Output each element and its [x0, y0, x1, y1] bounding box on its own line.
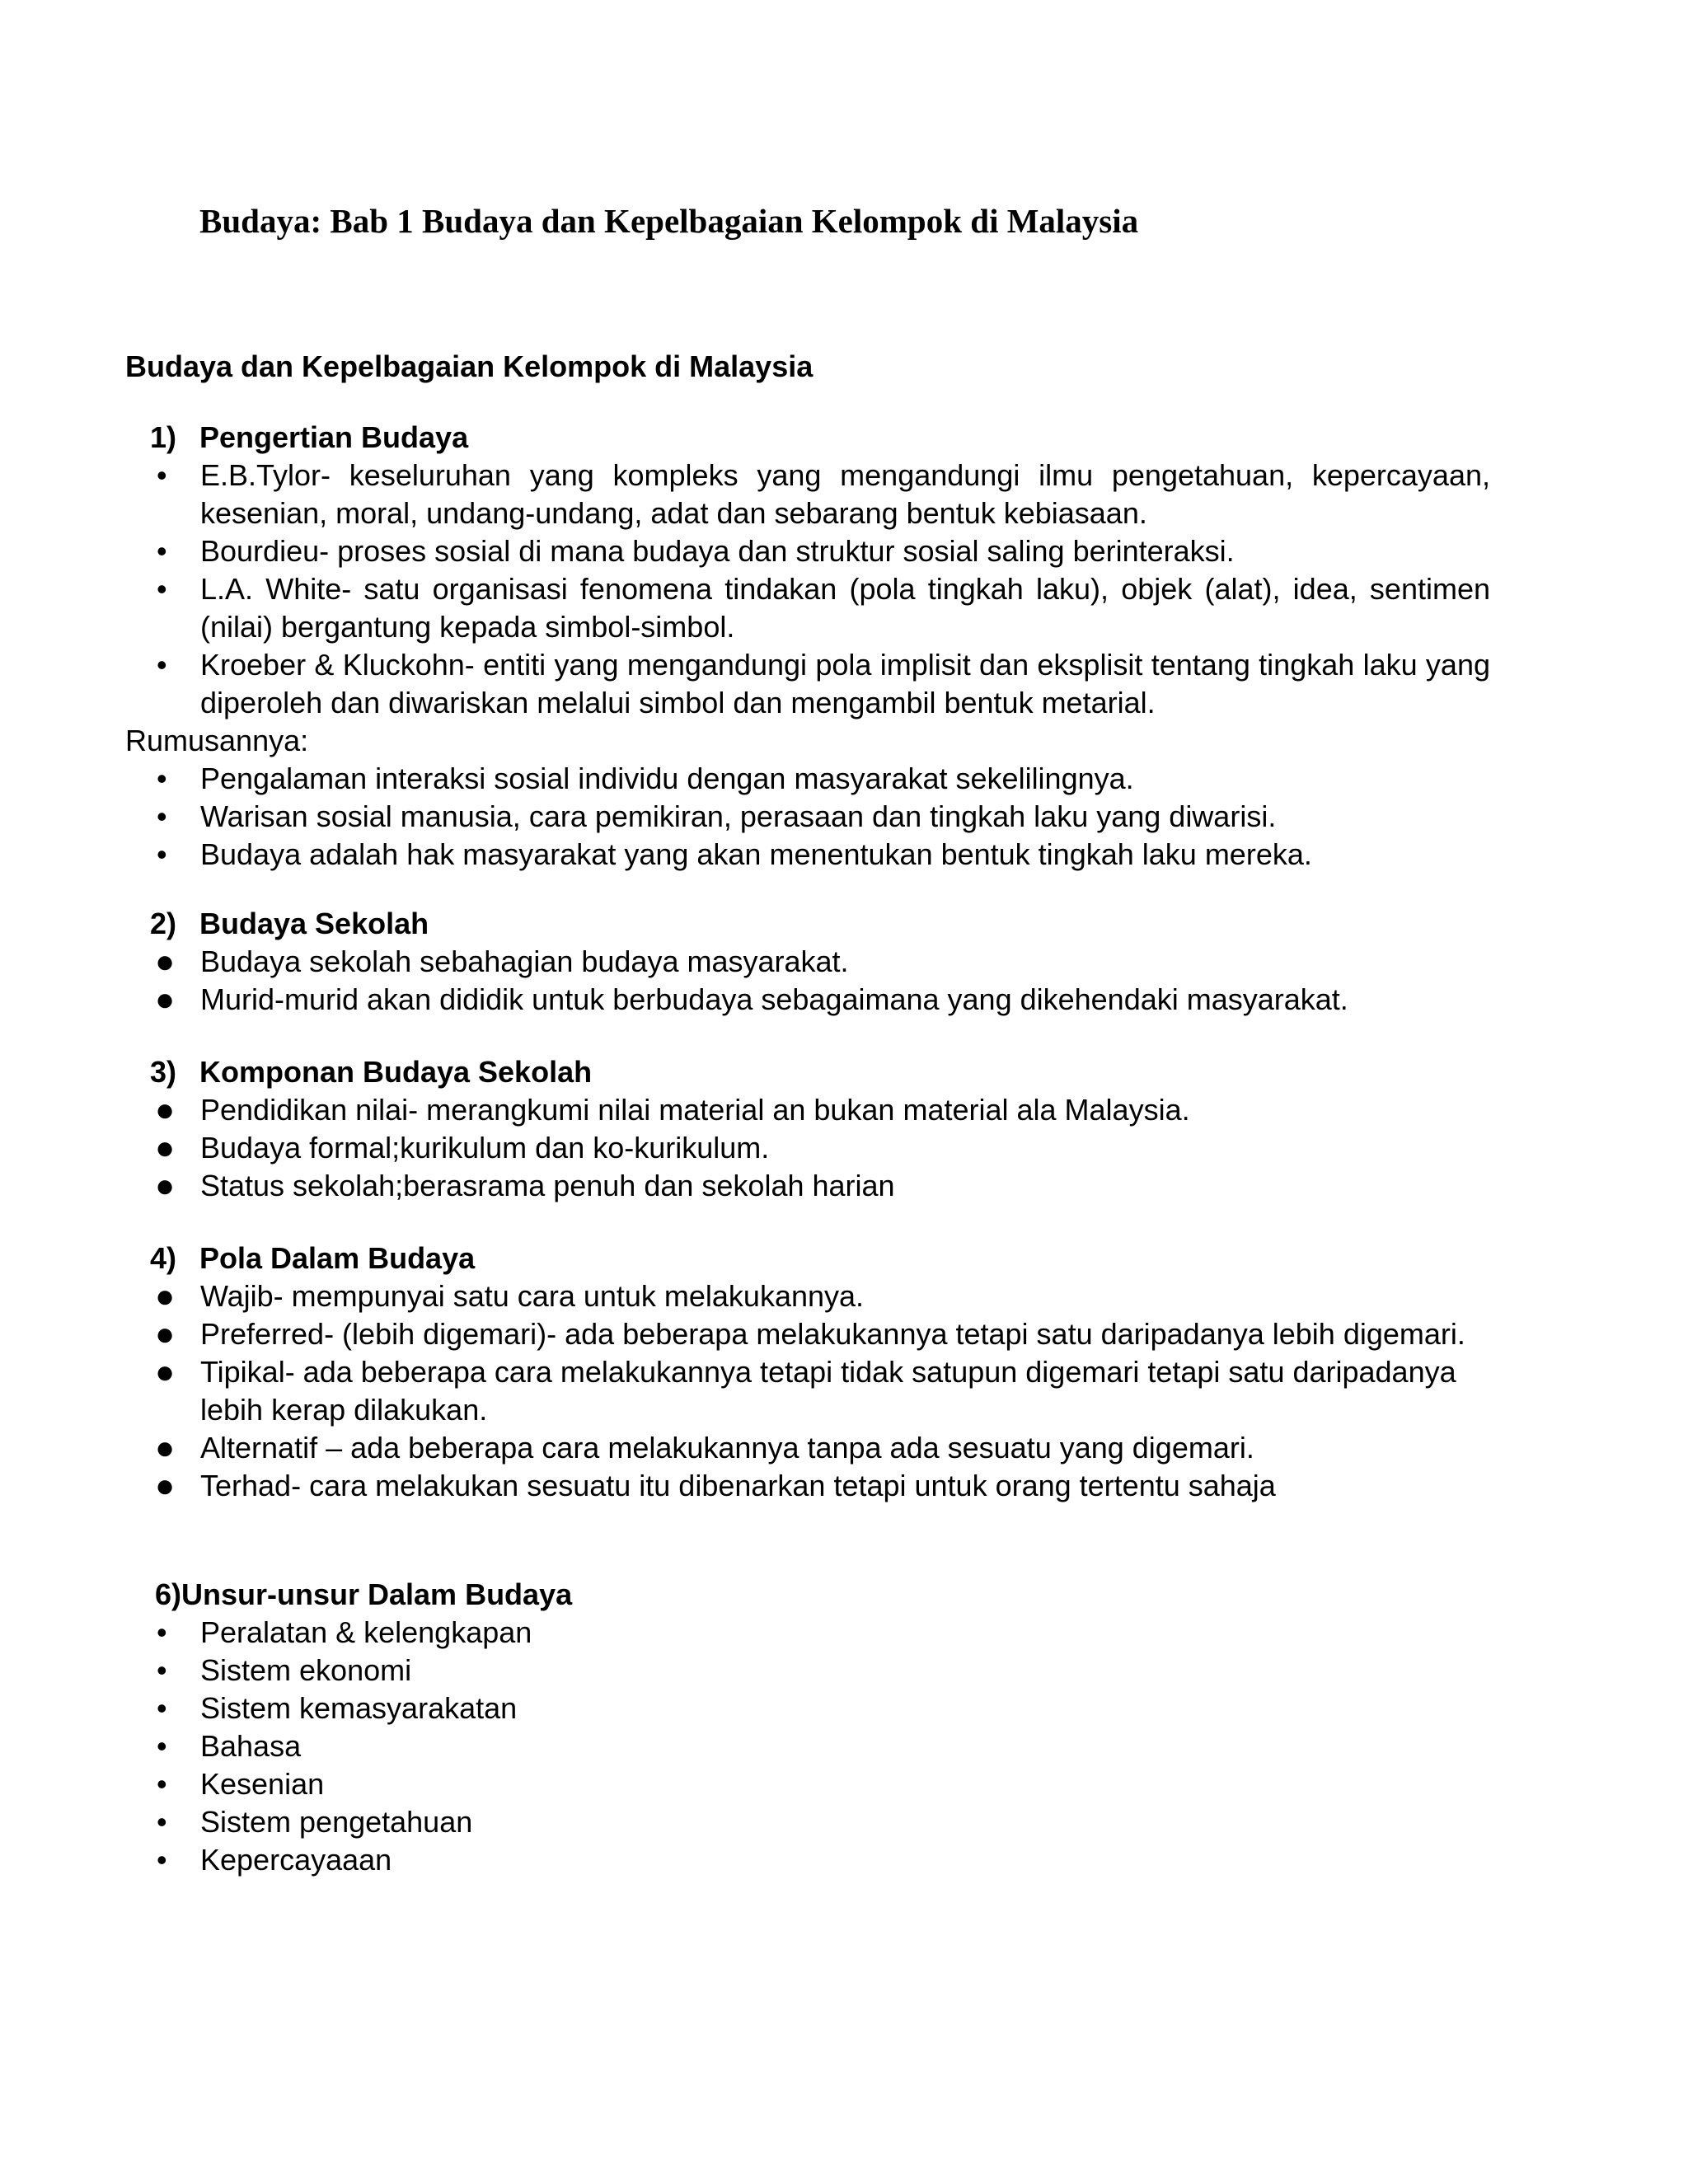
list-item-text: Pendidikan nilai- merangkumi nilai material an bukan material ala Malaysia. — [200, 1093, 1190, 1127]
section-title: Pengertian Budaya — [199, 420, 469, 454]
document-subtitle: Budaya dan Kepelbagaian Kelompok di Malaysia — [125, 349, 814, 383]
list-item — [125, 943, 1490, 981]
bullet-icon: • — [157, 534, 167, 568]
bullet-icon: • — [157, 1653, 167, 1687]
bullet-icon: ● — [155, 944, 176, 980]
section-heading — [125, 1576, 1490, 1614]
definition-list — [125, 457, 1490, 722]
list-item — [125, 1614, 1490, 1652]
list-item — [125, 760, 1490, 798]
section-number: 3) — [150, 1055, 177, 1089]
list-item-text: Budaya adalah hak masyarakat yang akan menentukan bentuk tingkah laku mereka. — [200, 837, 1312, 871]
list-item — [125, 1727, 1490, 1765]
bullet-icon: ● — [155, 1430, 176, 1466]
list-item-text: Preferred- (lebih digemari)- ada beberapa melakukannya tetapi satu daripadanya lebih digemari. — [200, 1317, 1465, 1351]
section-number: 1) — [150, 420, 177, 454]
summary-label: Rumusannya: — [125, 724, 309, 757]
list-item-text: Status sekolah;berasrama penuh dan sekolah harian — [200, 1169, 895, 1202]
section-title: Komponan Budaya Sekolah — [199, 1055, 593, 1089]
bullet-icon: • — [157, 762, 167, 795]
section-title: Pola Dalam Budaya — [199, 1241, 476, 1275]
section-heading — [125, 905, 1490, 943]
bullet-icon: • — [157, 1767, 167, 1801]
list-item-text: L.A. White- satu organisasi fenomena tindakan (pola tingkah laku), objek (alat), idea, sentimen (nilai) bergantung kepada simbol-simbol. — [200, 572, 1490, 644]
list-item — [125, 1690, 1490, 1727]
list-item-text: Alternatif – ada beberapa cara melakukannya tanpa ada sesuatu yang digemari. — [200, 1431, 1254, 1465]
section-komponan-budaya-sekolah — [125, 1053, 1490, 1205]
section-pola-dalam-budaya — [125, 1240, 1490, 1505]
bullet-icon: • — [157, 1691, 167, 1725]
list-item — [125, 1353, 1490, 1429]
list-item-text: Kepercayaaan — [200, 1843, 392, 1877]
section-heading — [125, 419, 1490, 457]
bullet-icon: • — [157, 1615, 167, 1649]
list-item-text: Sistem pengetahuan — [200, 1805, 473, 1839]
section-title: Budaya Sekolah — [199, 907, 429, 940]
bullet-icon: ● — [155, 1130, 176, 1166]
list-item-text: Budaya formal;kurikulum dan ko-kurikulum. — [200, 1131, 770, 1165]
bullet-icon: ● — [155, 1354, 176, 1390]
bullet-icon: • — [157, 1843, 167, 1877]
list-item-text: Tipikal- ada beberapa cara melakukannya tetapi tidak satupun digemari tetapi satu daripadanya lebih kerap dilakukan. — [200, 1355, 1456, 1427]
section-heading — [125, 1240, 1490, 1277]
bullet-list — [125, 1277, 1490, 1505]
list-item-text: Kesenian — [200, 1767, 325, 1801]
list-item — [125, 798, 1490, 836]
document-title: Budaya: Bab 1 Budaya dan Kepelbagaian Kelompok di Malaysia — [199, 202, 1139, 240]
bullet-list — [125, 943, 1490, 1019]
section-budaya-sekolah — [125, 905, 1490, 1019]
bullet-icon: • — [157, 458, 167, 492]
list-item — [125, 1315, 1490, 1353]
list-item-text: Peralatan & kelengkapan — [200, 1615, 532, 1649]
list-item — [125, 646, 1490, 722]
section-unsur-unsur-dalam-budaya — [125, 1576, 1490, 1879]
list-item-text: Bourdieu- proses sosial di mana budaya dan struktur sosial saling berinteraksi. — [200, 534, 1235, 568]
list-item-text: Sistem kemasyarakatan — [200, 1691, 518, 1725]
list-item-text: Terhad- cara melakukan sesuatu itu dibenarkan tetapi untuk orang tertentu sahaja — [200, 1469, 1276, 1502]
bullet-icon: • — [157, 1729, 167, 1763]
list-item — [125, 1091, 1490, 1129]
list-item — [125, 532, 1490, 570]
bullet-icon: ● — [155, 1168, 176, 1204]
list-item-text: Warisan sosial manusia, cara pemikiran, perasaan dan tingkah laku yang diwarisi. — [200, 799, 1277, 833]
list-item-text: Bahasa — [200, 1729, 302, 1763]
list-item — [125, 1467, 1490, 1505]
list-item-text: Wajib- mempunyai satu cara untuk melakukannya. — [200, 1279, 865, 1313]
list-item-text: Budaya sekolah sebahagian budaya masyarakat. — [200, 944, 849, 978]
bullet-icon: ● — [155, 1278, 176, 1315]
list-item-text: Sistem ekonomi — [200, 1653, 412, 1687]
list-item — [125, 1429, 1490, 1467]
bullet-icon: • — [157, 648, 167, 682]
bullet-icon: • — [157, 837, 167, 871]
list-item — [125, 1652, 1490, 1690]
bullet-icon: ● — [155, 1468, 176, 1504]
section-pengertian-budaya — [125, 419, 1490, 874]
list-item — [125, 981, 1490, 1019]
document-body — [125, 348, 1490, 1914]
list-item — [125, 570, 1490, 646]
summary-list — [125, 760, 1490, 874]
list-item-text: Pengalaman interaksi sosial individu dengan masyarakat sekelilingnya. — [200, 762, 1134, 795]
bullet-icon: ● — [155, 1316, 176, 1352]
bullet-icon: • — [157, 799, 167, 833]
section-title: 6)Unsur-unsur Dalam Budaya — [155, 1577, 573, 1611]
list-item — [125, 1765, 1490, 1803]
section-number: 4) — [150, 1241, 177, 1275]
bullet-list — [125, 1614, 1490, 1879]
list-item-text: Kroeber & Kluckohn- entiti yang mengandungi pola implisit dan eksplisit tentang tingkah laku yang diperoleh dan diwariskan melalui simbol dan mengambil bentuk metarial. — [200, 648, 1490, 719]
bullet-icon: ● — [155, 982, 176, 1018]
section-number: 2) — [150, 907, 177, 940]
list-item-text: Murid-murid akan dididik untuk berbudaya sebagaimana yang dikehendaki masyarakat. — [200, 982, 1348, 1016]
list-item — [125, 457, 1490, 532]
bullet-icon: • — [157, 572, 167, 606]
list-item — [125, 836, 1490, 874]
list-item — [125, 1167, 1490, 1205]
bullet-icon: ● — [155, 1092, 176, 1128]
bullet-list — [125, 1091, 1490, 1205]
section-heading — [125, 1053, 1490, 1091]
list-item — [125, 1129, 1490, 1167]
list-item — [125, 1803, 1490, 1841]
list-item — [125, 1841, 1490, 1879]
list-item — [125, 1277, 1490, 1315]
bullet-icon: • — [157, 1805, 167, 1839]
list-item-text: E.B.Tylor- keseluruhan yang kompleks yang mengandungi ilmu pengetahuan, kepercayaan, kesenian, moral, undang-undang, adat dan sebarang bentuk kebiasaan. — [200, 458, 1490, 530]
